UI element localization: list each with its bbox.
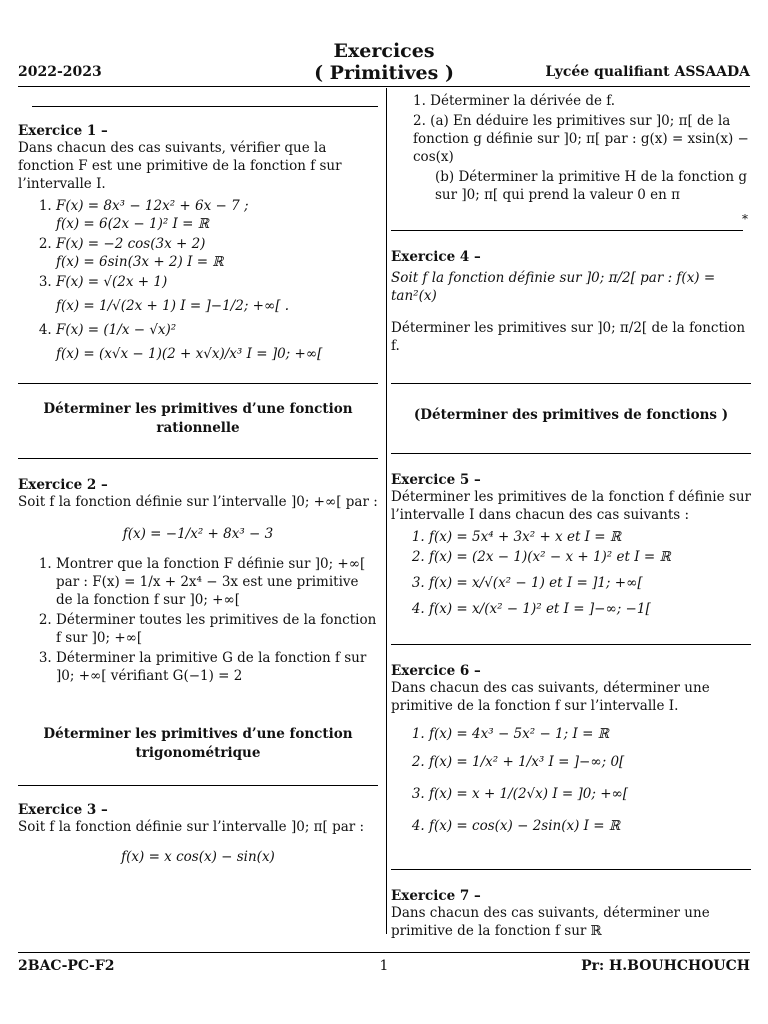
list-item: 2. f(x) = 1/x² + 1/x³ I = ]−∞; 0[ <box>429 753 751 771</box>
column-divider <box>386 88 387 934</box>
exercise-3-continued <box>391 92 751 204</box>
exercise-2-intro: Soit f la fonction définie sur l’intervalle ]0; +∞[ par : <box>18 494 378 510</box>
exercise-3-title: Exercice 3 – <box>18 802 108 818</box>
exercise-2-formula: f(x) = −1/x² + 8x³ − 3 <box>122 526 274 542</box>
left-column <box>18 92 378 866</box>
exercise-3-intro: Soit f la fonction définie sur l’intervalle ]0; π[ par : <box>18 819 365 835</box>
list-item: 3. f(x) = x + 1/(2√x) I = ]0; +∞[ <box>429 785 751 803</box>
exercise-4-line1: Soit f la fonction définie sur ]0; π/2[ par : f(x) = tan²(x) <box>391 270 716 304</box>
right-column <box>391 92 751 940</box>
section-rule <box>391 383 751 384</box>
list-item <box>56 235 378 271</box>
exercise-4-line2: Déterminer les primitives sur ]0; π/2[ de la fonction f. <box>391 320 746 354</box>
formula-f: f(x) = 1/√(2x + 1) I = ]−1/2; +∞[ . <box>56 298 290 314</box>
class-label: 2BAC-PC-F2 <box>18 958 115 974</box>
list-item <box>56 197 378 233</box>
exercise-1-intro: Dans chacun des cas suivants, vérifier que la fonction F est une primitive de la fonction f sur l’intervalle I. <box>18 140 342 192</box>
list-item: 3. Déterminer la primitive G de la fonction f sur ]0; +∞[ vérifiant G(−1) = 2 <box>56 649 378 685</box>
list-item: 1. Montrer que la fonction F définie sur ]0; +∞[ par : F(x) = 1/x + 2x⁴ − 3x est une primitive de la fonction f sur ]0; +∞[ <box>56 555 378 609</box>
exercise-7-intro: Dans chacun des cas suivants, déterminer une primitive de la fonction f sur ℝ <box>391 905 710 939</box>
section-heading-primitives: (Déterminer des primitives de fonctions ) <box>413 407 729 423</box>
exercise-6-title: Exercice 6 – <box>391 663 481 679</box>
exercise-2-title: Exercice 2 – <box>18 477 108 493</box>
list-item: 4. f(x) = cos(x) − 2sin(x) I = ℝ <box>429 817 751 835</box>
page-number: 1 <box>379 958 389 974</box>
school-name: Lycée qualifiant ASSAADA <box>545 64 750 80</box>
section-rule <box>18 458 378 459</box>
formula-F: 4. F(x) = (1/x − √x)² <box>56 322 177 338</box>
list-item: 1. Déterminer la dérivée de f. <box>413 93 616 109</box>
list-item: 2. f(x) = (2x − 1)(x² − x + 1)² et I = ℝ <box>429 548 751 566</box>
formula-f: f(x) = 6sin(3x + 2) I = ℝ <box>56 254 224 270</box>
section-heading-trig: Déterminer les primitives d’une fonction trigonométrique <box>43 726 353 761</box>
section-rule <box>32 106 378 107</box>
school-year: 2022-2023 <box>18 64 102 80</box>
list-item: 1. f(x) = 5x⁴ + 3x² + x et I = ℝ <box>429 528 751 546</box>
exercise-6-intro: Dans chacun des cas suivants, déterminer une primitive de la fonction f sur l’intervalle I. <box>391 680 710 714</box>
title-line2: ( Primitives ) <box>314 62 454 84</box>
formula-F: 1. F(x) = 8x³ − 12x² + 6x − 7 ; <box>56 198 249 214</box>
list-item: 3. f(x) = x/√(x² − 1) et I = ]1; +∞[ <box>429 574 751 592</box>
exercise-6-list <box>391 725 751 835</box>
section-rule <box>18 383 378 384</box>
exercise-5-list <box>391 528 751 618</box>
asterisk-mark: * <box>742 212 748 226</box>
exercise-7-title: Exercice 7 – <box>391 888 481 904</box>
footer-rule <box>18 952 750 953</box>
section-rule <box>18 785 378 786</box>
section-rule <box>391 453 751 454</box>
list-item <box>56 321 378 363</box>
teacher-name: Pr: H.BOUHCHOUCH <box>581 958 750 974</box>
exercise-2-list <box>18 555 378 685</box>
list-item: 4. f(x) = x/(x² − 1)² et I = ]−∞; −1[ <box>429 600 751 618</box>
item-text: (a) En déduire les primitives sur ]0; π[ de la fonction g définie sur ]0; π[ par : g(x) = xsin(x) − cos(x) <box>413 113 749 165</box>
exercise-5-intro: Déterminer les primitives de la fonction f définie sur l’intervalle I dans chacun des cas suivants : <box>391 489 751 523</box>
formula-F: 3. F(x) = √(2x + 1) <box>56 274 168 290</box>
list-item <box>56 273 378 315</box>
exercise-1-title: Exercice 1 – <box>18 123 108 139</box>
list-item: 2. Déterminer toutes les primitives de la fonction f sur ]0; +∞[ <box>56 611 378 647</box>
section-rule <box>391 230 743 231</box>
list-item: 2. (a) En déduire les primitives sur ]0; π[ de la fonction g définie sur ]0; π[ par : g(x) = xsin(x) − cos(x) <box>413 113 749 165</box>
section-heading-rational: Déterminer les primitives d’une fonction rationnelle <box>43 401 353 436</box>
list-item: (b) Déterminer la primitive H de la fonction g sur ]0; π[ qui prend la valeur 0 en π <box>435 169 748 203</box>
formula-f: f(x) = (x√x − 1)(2 + x√x)/x³ I = ]0; +∞[ <box>56 346 323 362</box>
formula-F: 2. F(x) = −2 cos(3x + 2) <box>56 236 206 252</box>
list-item: 1. f(x) = 4x³ − 5x² − 1; I = ℝ <box>429 725 751 743</box>
section-rule <box>391 869 751 870</box>
title-line1: Exercices <box>333 40 435 62</box>
exercise-1-list <box>18 197 378 363</box>
header-rule <box>18 86 750 87</box>
item-text: Déterminer la dérivée de f. <box>430 93 616 109</box>
exercise-3-formula: f(x) = x cos(x) − sin(x) <box>121 849 275 865</box>
exercise-4-title: Exercice 4 – <box>391 249 481 265</box>
formula-f: f(x) = 6(2x − 1)² I = ℝ <box>56 216 209 232</box>
section-rule <box>391 644 751 645</box>
exercise-5-title: Exercice 5 – <box>391 472 481 488</box>
